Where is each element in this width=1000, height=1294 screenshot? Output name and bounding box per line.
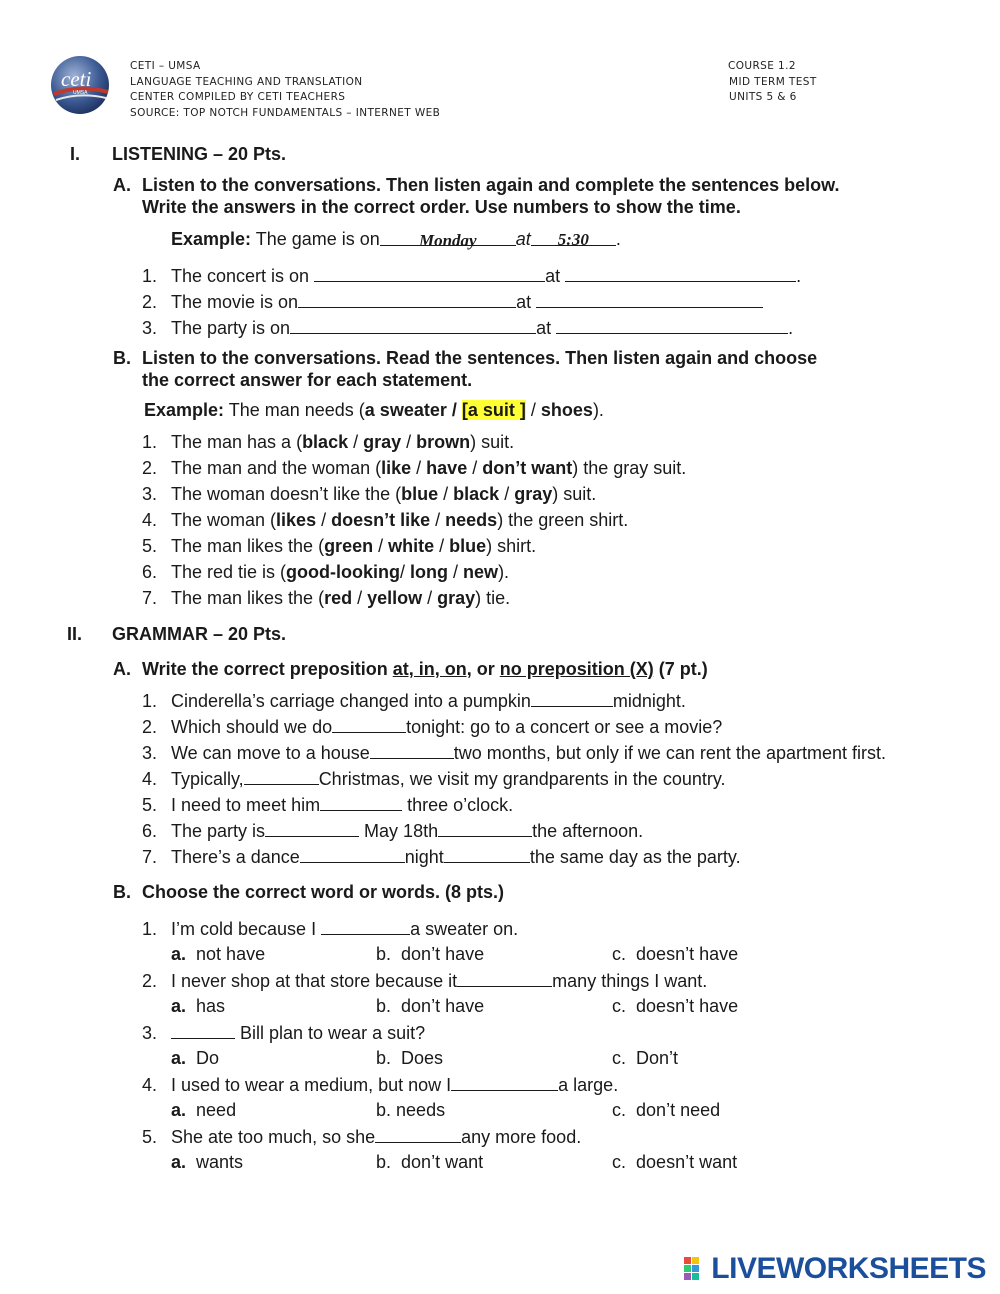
option-a[interactable] [171,1047,219,1069]
item-text: the same day as the party. [529,847,741,867]
item-number: 2. [142,971,158,991]
item-number: 4. [142,510,158,530]
option-text: has [196,996,226,1016]
example-text: ). [592,400,604,420]
answer-blank[interactable] [298,290,516,308]
answer-blank[interactable] [375,1125,461,1143]
item-text: at [536,318,557,338]
option-a[interactable] [171,995,225,1017]
option-letter: b. [376,1152,392,1172]
item-text: May 18th [359,821,439,841]
item-number: 4. [142,1075,158,1095]
item-text: ) shirt. [486,536,537,556]
option-text: needs [396,1100,446,1120]
item-number: 5. [142,795,158,815]
list-item [142,264,801,287]
choice-item [142,535,686,561]
list-item [142,715,722,738]
instruction-text: (7 pt.) [653,659,708,679]
ceti-logo [48,54,112,116]
item-text: night [404,847,444,867]
section-title: GRAMMAR – 20 Pts. [112,624,287,644]
answer-blank[interactable] [265,819,359,837]
option-c[interactable] [612,943,738,965]
choice-option[interactable]: yellow [367,588,423,608]
choice-option[interactable]: don’t want [482,458,573,478]
list-item [142,290,763,313]
item-number: 2. [142,458,158,478]
item-text: ) suit. [470,432,515,452]
list-item [142,316,793,339]
option-c[interactable] [612,995,738,1017]
option-letter: c. [612,944,627,964]
choice-item [142,431,686,457]
item-number: 2. [142,717,158,737]
option: a sweater [364,400,447,420]
item-number: 3. [142,743,158,763]
header-left-line: LANGUAGE TEACHING AND TRANSLATION [130,75,363,88]
answer-blank[interactable] [451,1073,558,1091]
item-text: The man has a ( [171,432,303,452]
item-number: 3. [142,1023,158,1043]
example-answer: Monday [418,231,477,250]
part-instructions [142,347,817,391]
choice-option[interactable]: have [426,458,468,478]
item-number: 6. [142,821,158,841]
item-text: The party is [171,821,266,841]
item-text: The man likes the ( [171,588,325,608]
choice-item [142,457,686,483]
example-answer: 5:30 [557,230,589,249]
item-number: 7. [142,847,158,867]
question-text: I used to wear a medium, but now I [171,1075,452,1095]
item-text: The movie is on [171,292,299,312]
option-separator: / [348,432,364,452]
option-text: doesn’t have [636,996,739,1016]
item-text: ) tie. [475,588,511,608]
question [142,1125,581,1148]
option-separator: / [401,432,417,452]
option-a[interactable] [171,943,265,965]
question-text: Bill plan to wear a suit? [235,1023,426,1043]
choice-item [142,509,686,535]
option-text: doesn’t have [636,944,739,964]
item-number: 4. [142,769,158,789]
item-number: 7. [142,588,158,608]
option-letter: b. [376,1100,392,1120]
choice-option[interactable]: green [324,536,374,556]
instruction-line: the correct answer for each statement. [142,370,473,390]
example-blank [380,228,516,250]
option-letter: a. [171,1152,187,1172]
part-letter: B. [113,348,131,368]
question-text: any more food. [461,1127,582,1147]
item-number: 1. [142,919,158,939]
option-separator: / [467,458,483,478]
answer-blank[interactable] [314,264,545,282]
item-number: 1. [142,266,158,286]
example-text: . [615,229,621,249]
item-number: 3. [142,484,158,504]
example-blank [531,228,616,249]
choice-option[interactable]: new [463,562,499,582]
option-separator: / [434,536,450,556]
item-text: The woman ( [171,510,277,530]
option-separator: / [411,458,427,478]
instruction-line: Listen to the conversations. Then listen again and complete the sentences below. [142,175,840,195]
item-text: at [516,292,537,312]
list-item [142,767,726,790]
option-a[interactable] [171,1099,236,1121]
option-separator: / [430,510,446,530]
answer-blank[interactable] [556,316,788,334]
choice-item [142,561,686,587]
option-letter: c. [612,996,627,1016]
question [142,1073,618,1096]
choice-option[interactable]: white [388,536,435,556]
part-letter: B. [113,882,131,902]
list-item [142,845,741,868]
question [142,917,518,940]
option-text: don’t have [401,996,485,1016]
blocks-icon [684,1257,708,1281]
globe-icon [48,54,112,116]
instruction-line: Listen to the conversations. Read the sentences. Then listen again and choose [142,348,818,368]
list-item [142,819,643,842]
part-letter: A. [113,175,131,195]
list-item [142,689,686,712]
item-text: midnight. [612,691,686,711]
option-separator: / [438,484,454,504]
item-text: The man and the woman ( [171,458,382,478]
option-b[interactable] [376,1151,483,1173]
item-text: at [545,266,566,286]
item-text: There’s a dance [171,847,300,867]
highlighted-answer: [a suit ] [461,400,526,420]
option-letter: b. [376,996,392,1016]
section-numeral: I. [70,144,81,164]
answer-blank[interactable] [171,1021,235,1039]
part-letter: A. [113,659,131,679]
option-text: Do [196,1048,220,1068]
answer-blank[interactable] [565,264,796,282]
option-letter: a. [171,996,187,1016]
option-text: Don’t [636,1048,679,1068]
answer-blank[interactable] [438,819,532,837]
item-text: Christmas, we visit my grandparents in the country. [318,769,726,789]
question-text: a large. [558,1075,619,1095]
choice-option[interactable]: gray [437,588,476,608]
instruction-line: Write the answers in the correct order. Use numbers to show the time. [142,197,741,217]
answer-blank[interactable] [536,290,763,308]
header-left-line: CETI – UMSA [130,60,201,72]
choice-option[interactable]: like [381,458,412,478]
item-text: . [788,318,794,338]
option-separator: / [446,400,462,420]
part-instructions [142,658,708,680]
choice-option[interactable]: black [453,484,500,504]
item-number: 1. [142,432,158,452]
item-number: 5. [142,1127,158,1147]
example-line [144,399,604,421]
option-c[interactable] [612,1047,678,1069]
choice-item [142,587,686,613]
liveworksheets-logo[interactable] [684,1253,986,1285]
option-letter: b. [376,944,392,964]
choice-option[interactable]: gray [363,432,402,452]
option-b[interactable] [376,1047,443,1069]
option-text: don’t have [401,944,485,964]
item-number: 6. [142,562,158,582]
choice-option[interactable]: blue [449,536,487,556]
item-number: 2. [142,292,158,312]
option-c[interactable] [612,1099,720,1121]
example-label: Example: [144,400,225,420]
answer-blank[interactable] [531,689,613,707]
option-separator: / [373,536,389,556]
item-text: The man likes the ( [171,536,325,556]
svg-text:ceti: ceti [61,67,92,91]
option-letter: c. [612,1100,627,1120]
answer-blank[interactable] [300,845,405,863]
option-a[interactable] [171,1151,243,1173]
answer-blank[interactable] [321,917,410,935]
choice-option[interactable]: gray [514,484,553,504]
instruction-text: at, in, on, [392,659,472,679]
choice-option[interactable]: good-looking [286,562,401,582]
item-text: The concert is on [171,266,315,286]
example-text: at [515,229,531,249]
item-text: tonight: go to a concert or see a movie? [406,717,723,737]
header-right-line: MID TERM TEST [729,75,817,88]
instruction-text: or [471,659,500,679]
example-text: The man needs ( [224,400,365,420]
header-left-line: SOURCE: TOP NOTCH FUNDAMENTALS – INTERNET WEB [130,106,441,119]
question-text: She ate too much, so she [171,1127,376,1147]
item-text: ). [498,562,510,582]
choice-option[interactable]: blue [401,484,439,504]
choice-option[interactable]: long [410,562,449,582]
header-left-line: CENTER COMPILED BY CETI TEACHERS [130,91,346,103]
instruction-text: no preposition (X) [499,659,654,679]
answer-blank[interactable] [244,767,319,785]
option-text: don’t need [636,1100,721,1120]
example-label: Example: [171,229,252,249]
option-text: doesn’t want [636,1152,738,1172]
option-separator: / [422,588,438,608]
instruction-text: Write the correct preposition [142,659,393,679]
item-number: 5. [142,536,158,556]
header-right-line: UNITS 5 & 6 [729,91,797,103]
brand-text: LIVEWORKSHEETS [711,1252,986,1285]
option-letter: c. [612,1152,627,1172]
option-separator: / [525,400,541,420]
list-item [142,741,886,764]
choice-item [142,483,686,509]
choice-option[interactable]: red [324,588,353,608]
option-letter: a. [171,1048,187,1068]
item-text: Cinderella’s carriage changed into a pumpkin [171,691,531,711]
option-separator: / [400,562,411,582]
option-separator: / [316,510,332,530]
answer-blank[interactable] [457,969,552,987]
choice-option[interactable]: brown [416,432,471,452]
option-b[interactable] [376,943,484,965]
item-text: two months, but only if we can rent the apartment first. [453,743,886,763]
item-text: ) suit. [552,484,597,504]
item-text: Typically, [171,769,244,789]
header-right [728,59,817,106]
option-letter: a. [171,1100,187,1120]
option-c[interactable] [612,1151,737,1173]
option: shoes [540,400,593,420]
choice-option[interactable]: doesn’t like [331,510,431,530]
svg-text:UMSA: UMSA [73,90,88,96]
item-text: Which should we do [171,717,333,737]
item-text: . [796,266,802,286]
item-text: The woman doesn’t like the ( [171,484,402,504]
item-text: ) the gray suit. [572,458,687,478]
option-text: wants [196,1152,244,1172]
answer-blank[interactable] [320,793,402,811]
question [142,1021,425,1044]
question-text: I’m cold because I [171,919,322,939]
answer-blank[interactable] [290,316,536,334]
choice-list [142,431,686,613]
option-separator: / [499,484,515,504]
item-text: The party is on [171,318,291,338]
choice-option[interactable]: needs [445,510,498,530]
option-text: Does [401,1048,444,1068]
item-text: The red tie is ( [171,562,287,582]
option-text: need [196,1100,237,1120]
answer-blank[interactable] [370,741,454,759]
choice-option[interactable]: likes [276,510,317,530]
question-text: many things I want. [552,971,708,991]
item-text: ) the green shirt. [497,510,629,530]
item-text: three o’clock. [402,795,514,815]
option-letter: c. [612,1048,627,1068]
header-left [130,59,440,121]
option-separator: / [448,562,464,582]
section-numeral: II. [67,624,83,644]
question-text: I never shop at that store because it [171,971,458,991]
option-letter: a. [171,944,187,964]
choice-option[interactable]: black [302,432,349,452]
option-text: don’t want [401,1152,484,1172]
item-text: We can move to a house [171,743,370,763]
option-b[interactable] [376,1099,445,1121]
example-text: The game is on [251,229,380,249]
question-text: a sweater on. [410,919,519,939]
part-instructions: Choose the correct word or words. (8 pts.) [142,882,505,902]
item-number: 1. [142,691,158,711]
part-instructions [142,174,839,218]
example-line [171,228,621,250]
option-text: not have [196,944,266,964]
header-right-line: COURSE 1.2 [728,60,796,72]
option-letter: b. [376,1048,392,1068]
option-b[interactable] [376,995,484,1017]
option-separator: / [352,588,368,608]
item-text: I need to meet him [171,795,321,815]
list-item [142,793,513,816]
answer-blank[interactable] [332,715,406,733]
question [142,969,707,992]
section-title: LISTENING – 20 Pts. [112,144,287,164]
answer-blank[interactable] [444,845,530,863]
item-text: the afternoon. [532,821,644,841]
item-number: 3. [142,318,158,338]
